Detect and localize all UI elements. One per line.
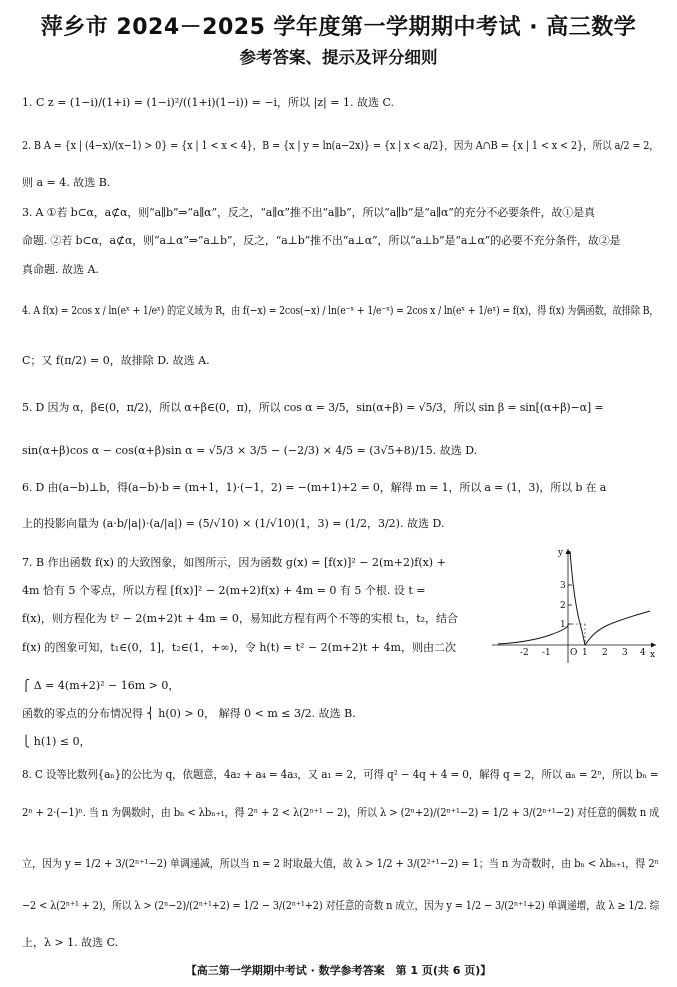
solution-6-line-1: 6. D 由(a−b)⊥b，得(a−b)·b = (m+1，1)·(−1，2) = −(m+1)+2 = 0，解得 m = 1，所以 a = (1，3)，所以 b 在 a <box>22 481 607 494</box>
solution-1-line-1: 1. C z = (1−i)/(1+i) = (1−i)²/((1+i)(1−i)) = −i，所以 |z| = 1. 故选 C. <box>22 96 394 109</box>
solution-2-line-1: 2. B A = {x | (4−x)/(x−1) > 0} = {x | 1 < x < 4}，B = {x | y = ln(a−2x)} = {x | x < a/2}，因为 A∩B = {x | 1 < x < 2}，所以 a/2 = 2， <box>22 139 659 152</box>
page-subtitle: 参考答案、提示及评分细则 <box>239 48 438 67</box>
x-tick-label-2: 2 <box>602 648 608 658</box>
solution-4-line-1: 4. A f(x) = 2cos x / ln(eˣ + 1/eˣ) 的定义域为 R，由 f(−x) = 2cos(−x) / ln(e⁻ˣ + 1/e⁻ˣ) = 2cos x / ln(eˣ + 1/eˣ) = f(x)，得 f(x) 为偶函数，故排除 B， <box>22 304 659 317</box>
solution-7-line-2: 4m 恰有 5 个零点，所以方程 [f(x)]² − 2(m+2)f(x) + 4m = 0 有 5 个根. 设 t = <box>22 584 426 597</box>
solution-2-line-2: 则 a = 4. 故选 B. <box>22 176 111 189</box>
solution-7-line-3: f(x)，则方程化为 t² − 2(m+2)t + 4m = 0，易知此方程有两个不等的实根 t₁，t₂，结合 <box>22 612 459 625</box>
y-tick-label-2: 2 <box>560 601 566 611</box>
x-tick-label-1: 1 <box>582 648 588 658</box>
solution-8-line-2: 2ⁿ + 2·(−1)ⁿ. 当 n 为偶数时，由 bₙ < λbₙ₊₁，得 2ⁿ + 2 < λ(2ⁿ⁺¹ − 2)，所以 λ > (2ⁿ+2)/(2ⁿ⁺¹−2) = 1/2 + 3/(2ⁿ⁺¹−2) 对任意的偶数 n 成 <box>22 806 660 819</box>
x-tick-label-neg1: -1 <box>542 648 551 658</box>
solution-7-system-line-1: ⎧ Δ = 4(m+2)² − 16m > 0， <box>22 679 180 692</box>
solution-6-line-2: 上的投影向量为 (a·b/|a|)·(a/|a|) = (5/√10) × (1/√10)(1，3) = (1/2，3/2). 故选 D. <box>22 517 445 530</box>
solution-7-system-line-2: 函数的零点的分布情况得 ⎨ h(0) > 0， 解得 0 < m ≤ 3/2. 故选 B. <box>22 707 356 720</box>
solution-8-line-1: 8. C 设等比数列{aₙ}的公比为 q，依题意，4a₂ + a₄ = 4a₃，又 a₁ = 2，可得 q² − 4q + 4 = 0，解得 q = 2，所以 aₙ = 2ⁿ，所以 bₙ = <box>22 768 659 781</box>
origin-label: O <box>570 648 578 658</box>
y-tick-label-1: 1 <box>560 620 566 630</box>
solution-3-line-2: 命题. ②若 b⊂α，a⊄α，则“a⊥α”⇒“a⊥b”，反之，“a⊥b”推不出“a⊥α”，所以“a⊥b”是“a⊥α”的必要不充分条件，故②是 <box>22 234 621 247</box>
page-title: 萍乡市 2024－2025 学年度第一学期期中考试 · 高三数学 <box>40 15 637 40</box>
curve-middle-branch <box>570 551 585 645</box>
curve-right-branch <box>585 611 650 645</box>
solution-3-line-1: 3. A ①若 b⊂α，a⊄α，则“a∥b”⇒“a∥α”，反之，“a∥α”推不出“a∥b”，所以“a∥b”是“a∥α”的充分不必要条件，故①是真 <box>22 206 595 219</box>
solution-7-system-line-3: ⎩ h(1) ≤ 0， <box>22 735 91 748</box>
curve-left-branch <box>498 624 568 644</box>
solution-8-line-3: 立，因为 y = 1/2 + 3/(2ⁿ⁺¹−2) 单调递减，所以当 n = 2 时取最大值，故 λ > 1/2 + 3/(2²⁺¹−2) = 1；当 n 为奇数时，由 bₙ < λbₙ₊₁，得 2ⁿ <box>22 857 659 870</box>
x-axis-arrow <box>651 643 656 648</box>
x-tick-label-3: 3 <box>622 648 628 658</box>
solution-8-line-5: 上，λ > 1. 故选 C. <box>22 936 119 949</box>
y-axis-label: y <box>558 548 564 558</box>
solution-7-line-4: f(x) 的图象可知，t₁∈(0，1]，t₂∈(1，+∞)，令 h(t) = t² − 2(m+2)t + 4m，则由二次 <box>22 641 456 654</box>
page-footer: 【高三第一学期期中考试 · 数学参考答案 第 1 页(共 6 页)】 <box>185 964 492 977</box>
solution-8-line-4: −2 < λ(2ⁿ⁺¹ + 2)，所以 λ > (2ⁿ−2)/(2ⁿ⁺¹+2) = 1/2 − 3/(2ⁿ⁺¹+2) 对任意的奇数 n 成立，因为 y = 1/2 − 3/(2ⁿ⁺¹+2) 单调递增，故 λ ≥ 1/2. 综 <box>22 899 660 912</box>
solution-4-line-2: C；又 f(π/2) = 0，故排除 D. 故选 A. <box>22 354 210 367</box>
solution-3-line-3: 真命题. 故选 A. <box>22 263 99 276</box>
x-axis-label: x <box>650 650 656 660</box>
solution-5-line-1: 5. D 因为 α，β∈(0，π/2)，所以 α+β∈(0，π)，所以 cos α = 3/5，sin(α+β) = √5/3，所以 sin β = sin[(α+β)−α] = <box>22 401 604 414</box>
solution-5-line-2: sin(α+β)cos α − cos(α+β)sin α = √5/3 × 3/5 − (−2/3) × 4/5 = (3√5+8)/15. 故选 D. <box>22 444 478 457</box>
y-tick-label-3: 3 <box>560 581 566 591</box>
function-graph <box>490 545 660 665</box>
x-tick-label-neg2: -2 <box>520 648 529 658</box>
x-tick-label-4: 4 <box>640 648 646 658</box>
solution-7-line-1: 7. B 作出函数 f(x) 的大致图象，如图所示，因为函数 g(x) = [f(x)]² − 2(m+2)f(x) + <box>22 556 446 569</box>
